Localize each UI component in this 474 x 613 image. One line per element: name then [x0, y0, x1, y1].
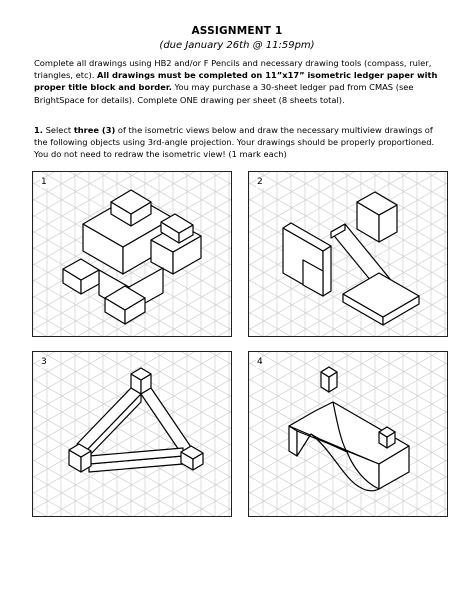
- panel-number: 1: [41, 177, 47, 187]
- question-bold-text: three (3): [73, 125, 116, 135]
- instructions-text: Complete all drawings using HB2 and/or F Pencils and necessary drawing tools (compass, ruler, triangles, etc).: [34, 58, 432, 81]
- question-text-b: of the isometric views below and draw the necessary multiview drawings of the following objects using 3rd-angle projection. Your drawings should be properly proportioned. You do not need to redraw the isometric view! (1 mark each): [34, 125, 435, 160]
- panel-number: 3: [41, 357, 47, 367]
- isometric-curved-cradle-drawing: [249, 352, 447, 516]
- drawing-panel-3: [32, 351, 232, 517]
- question-1: [34, 124, 444, 161]
- panel-number: 4: [257, 357, 263, 367]
- panel-number: 2: [257, 177, 263, 187]
- drawing-panel-2: [248, 171, 448, 337]
- question-text-a: Select: [42, 125, 74, 135]
- isometric-slanted-beam-drawing: [249, 172, 447, 336]
- drawing-panel-4: [248, 351, 448, 517]
- isometric-stepped-block-drawing: [33, 172, 231, 336]
- instructions-bold-text: All drawings must be completed on 11”x17” isometric ledger paper with proper title block and border.: [34, 70, 438, 93]
- drawing-panel-1: [32, 171, 232, 337]
- instructions-paragraph: [34, 57, 444, 106]
- due-date: (due January 26th @ 11:59pm): [159, 40, 315, 51]
- question-number: 1.: [34, 125, 43, 135]
- assignment-title: ASSIGNMENT 1: [191, 25, 283, 37]
- isometric-triangular-frame-drawing: [33, 352, 231, 516]
- instructions-text-end: You may purchase a 30-sheet ledger pad from CMAS (see BrightSpace for details). Complete ONE drawing per sheet (8 sheets total).: [34, 82, 414, 105]
